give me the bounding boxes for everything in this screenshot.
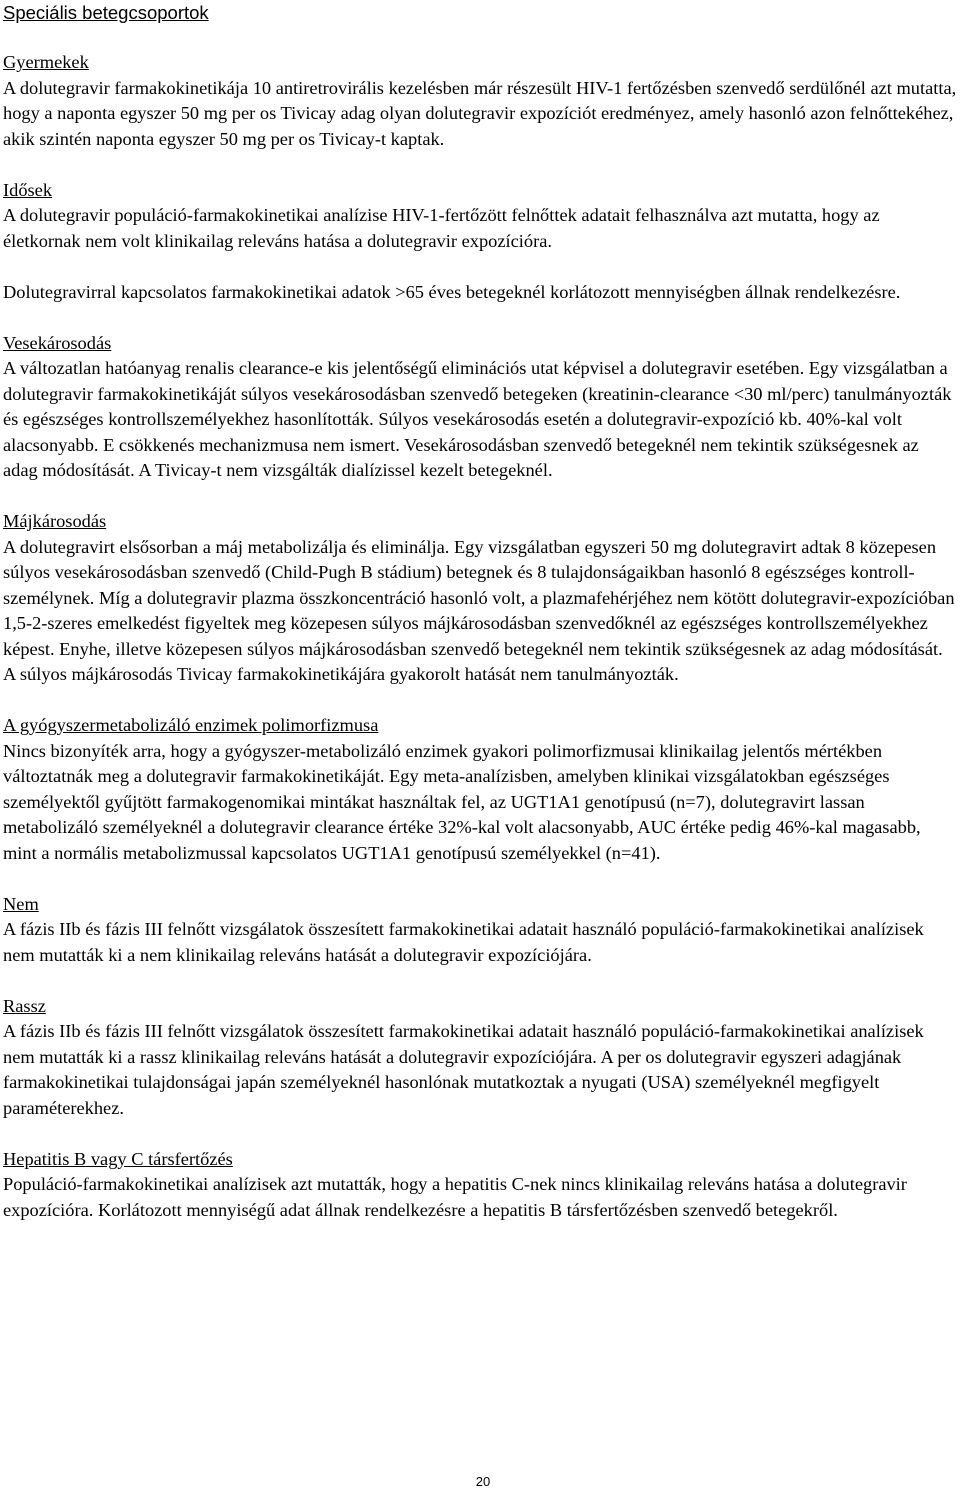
section-heading-polymorphism: A gyógyszermetabolizáló enzimek polimorfizmusa <box>3 715 379 735</box>
section-heading-race: Rassz <box>3 995 46 1016</box>
section-heading-gender: Nem <box>3 893 39 914</box>
section-renal <box>3 331 958 484</box>
paragraph-hepatitis-1: Populáció-farmakokinetikai analízisek azt mutatták, hogy a hepatitis C-nek nincs klinikailag releváns hatása a dolutegravir expozícióra. Korlátozott mennyiségű adat állnak rendelkezésre a hepatitis B társfertőzésben szenvedő betegekről. <box>3 1174 907 1220</box>
paragraph-renal-1: A változatlan hatóanyag renalis clearance-e kis jelentőségű eliminációs utat képvisel a dolutegravir esetében. Egy vizsgálatban a dolutegravir farmakokinetikáját súlyos vesekárosodásban szenvedő betegeken (kreatinin-clearance <30 ml/perc) tanulmányozták és egészséges kontrollszemélyekhez hasonlították. Súlyos vesekárosodás esetén a dolutegravir-expozíció kb. 40%-kal volt alacsonyabb. E csökkenés mechanizmusa nem ismert. Vesekárosodásban szenvedő betegeknél nem tekintik szükségesnek az adag módosítását. A Tivicay-t nem vizsgálták dialízissel kezelt betegeknél. <box>3 358 952 480</box>
paragraph-elderly-2: Dolutegravirral kapcsolatos farmakokinetikai adatok >65 éves betegeknél korlátozott mennyiségben állnak rendelkezésre. <box>3 281 901 302</box>
paragraph-children-1: A dolutegravir farmakokinetikája 10 antiretrovirális kezelésben már részesült HIV-1 fertőzésben szenvedő serdülőnél azt mutatta, hogy a naponta egyszer 50 mg per os Tivicay adag olyan dolutegravir expozíciót eredményez, amely hasonló azon felnőttekéhez, akik szintén naponta egyszer 50 mg per os Tivicay-t kaptak. <box>3 77 957 149</box>
paragraph-race-1: A fázis IIb és fázis III felnőtt vizsgálatok összesített farmakokinetikai adatait használó populáció-farmakokinetikai analízisek nem mutatták ki a rassz klinikailag releváns hatását a dolutegravir expozíciójára. A per os dolutegravir egyszeri adagjának farmakokinetikai tulajdonságai japán személyeknél hasonlónak mutatkoztak a nyugati (USA) személyeknél megfigyelt paraméterekhez. <box>3 1021 924 1118</box>
section-hepatitis <box>3 1147 958 1224</box>
section-heading-elderly: Idősek <box>3 179 53 200</box>
section-race <box>3 994 958 1122</box>
section-heading-renal: Vesekárosodás <box>3 332 112 353</box>
paragraph-gender-1: A fázis IIb és fázis III felnőtt vizsgálatok összesített farmakokinetikai adatait használó populáció-farmakokinetikai analízisek nem mutatták ki a nem klinikailag releváns hatását a dolutegravir expozíciójára. <box>3 919 924 965</box>
section-heading-hepatic: Májkárosodás <box>3 511 107 531</box>
section-elderly <box>3 178 958 306</box>
page-number: 20 <box>475 1474 491 1489</box>
document-title: Speciális betegcsoportok <box>3 2 209 23</box>
paragraph-polymorphism-1: Nincs bizonyíték arra, hogy a gyógyszer-metabolizáló enzimek gyakori polimorfizmusai klinikailag jelentős mértékben változtatnák meg a dolutegravir farmakokinetikáját. Egy meta-analízisben, amelyben klinikai vizsgálatokban egészséges személyektől gyűjtött farmakogenomikai mintákat használtak fel, az UGT1A1 genotípusú (n=7), dolutegravirt lassan metabolizáló személyeknél a dolutegravir clearance értéke 32%-kal volt alacsonyabb, AUC értéke pedig 46%-kal magasabb, mint a normális metabolizmussal kapcsolatos UGT1A1 genotípusú személyekkel (n=41). <box>3 740 921 863</box>
section-hepatic <box>3 509 958 688</box>
section-gender <box>3 892 958 969</box>
paragraph-elderly-1: A dolutegravir populáció-farmakokinetikai analízise HIV-1-fertőzött felnőttek adatait felhasználva azt mutatta, hogy az életkornak nem volt klinikailag releváns hatása a dolutegravir expozícióra. <box>3 205 880 251</box>
section-heading-children: Gyermekek <box>3 52 89 72</box>
section-polymorphism <box>3 713 958 866</box>
section-children <box>3 50 958 152</box>
section-heading-hepatitis: Hepatitis B vagy C társfertőzés <box>3 1148 233 1169</box>
paragraph-hepatic-1: A dolutegravirt elsősorban a máj metabolizálja és eliminálja. Egy vizsgálatban egyszeri 50 mg dolutegravirt adtak 8 közepesen súlyos vesekárosodásban szenvedő (Child-Pugh B stádium) betegnek és 8 tulajdonságaikban hasonló 8 egészséges kontroll-személynek. Míg a dolutegravir plazma összkoncentráció hasonló volt, a plazmafehérjéhez nem kötött dolutegravir-expozícióban 1,5-2-szeres emelkedést figyeltek meg közepesen súlyos májkárosodásban szenvedőknél az egészséges kontrollszemélyekhez képest. Enyhe, illetve közepesen súlyos májkárosodásban szenvedő betegeknél nem tekintik szükségesnek az adag módosítását. A súlyos májkárosodás Tivicay farmakokinetikájára gyakorolt hatását nem tanulmányozták. <box>3 536 955 684</box>
document-page <box>3 0 958 1223</box>
